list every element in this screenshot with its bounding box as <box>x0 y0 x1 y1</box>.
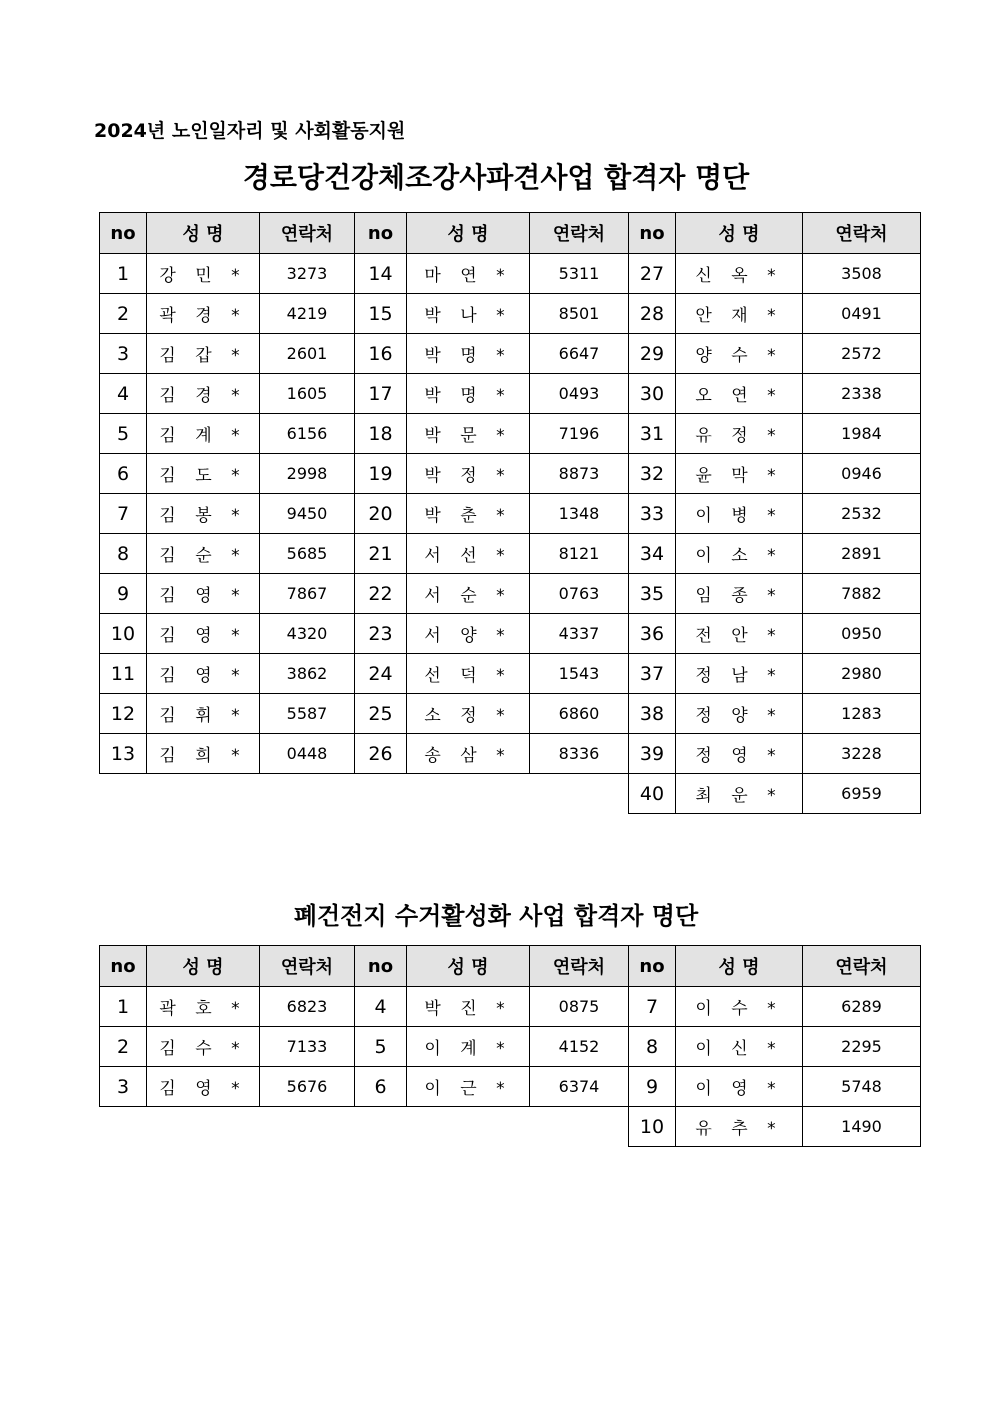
person-name: 이 병 * <box>676 494 803 534</box>
person-name: 선 덕 * <box>407 654 530 694</box>
row-number: 17 <box>355 374 407 414</box>
phone-last4: 7133 <box>260 1027 355 1067</box>
person-name: 이 근 * <box>407 1067 530 1107</box>
person-name: 이 소 * <box>676 534 803 574</box>
person-name: 송 삼 * <box>407 734 530 774</box>
row-number: 13 <box>100 734 147 774</box>
row-number: 32 <box>629 454 676 494</box>
table-row <box>100 254 921 294</box>
phone-last4: 2295 <box>803 1027 921 1067</box>
person-name: 김 계 * <box>147 414 260 454</box>
phone-last4: 3228 <box>803 734 921 774</box>
empty-cell <box>407 1107 530 1147</box>
header-no: no <box>629 213 676 254</box>
empty-cell <box>100 774 147 814</box>
row-number: 12 <box>100 694 147 734</box>
person-name: 김 희 * <box>147 734 260 774</box>
person-name: 전 안 * <box>676 614 803 654</box>
header-name: 성 명 <box>147 213 260 254</box>
row-number: 19 <box>355 454 407 494</box>
phone-last4: 2980 <box>803 654 921 694</box>
person-name: 박 명 * <box>407 374 530 414</box>
row-number: 7 <box>100 494 147 534</box>
phone-last4: 8121 <box>530 534 629 574</box>
person-name: 김 영 * <box>147 574 260 614</box>
phone-last4: 3862 <box>260 654 355 694</box>
row-number: 9 <box>629 1067 676 1107</box>
person-name: 박 정 * <box>407 454 530 494</box>
document-subtitle: 2024년 노인일자리 및 사회활동지원 <box>94 120 406 142</box>
person-name: 안 재 * <box>676 294 803 334</box>
phone-last4: 7882 <box>803 574 921 614</box>
header-phone: 연락처 <box>530 946 629 987</box>
section2-title: 폐건전지 수거활성화 사업 합격자 명단 <box>293 902 699 930</box>
person-name: 김 봉 * <box>147 494 260 534</box>
phone-last4: 4337 <box>530 614 629 654</box>
table-row <box>100 334 921 374</box>
person-name: 이 영 * <box>676 1067 803 1107</box>
person-name: 이 계 * <box>407 1027 530 1067</box>
header-no: no <box>629 946 676 987</box>
phone-last4: 6647 <box>530 334 629 374</box>
header-no: no <box>355 213 407 254</box>
empty-cell <box>355 774 407 814</box>
row-number: 2 <box>100 1027 147 1067</box>
row-number: 5 <box>355 1027 407 1067</box>
row-number: 18 <box>355 414 407 454</box>
phone-last4: 8501 <box>530 294 629 334</box>
phone-last4: 6823 <box>260 987 355 1027</box>
phone-last4: 2601 <box>260 334 355 374</box>
phone-last4: 6289 <box>803 987 921 1027</box>
person-name: 박 진 * <box>407 987 530 1027</box>
phone-last4: 5676 <box>260 1067 355 1107</box>
row-number: 6 <box>355 1067 407 1107</box>
row-number: 14 <box>355 254 407 294</box>
phone-last4: 1605 <box>260 374 355 414</box>
header-name: 성 명 <box>147 946 260 987</box>
person-name: 윤 막 * <box>676 454 803 494</box>
phone-last4: 0448 <box>260 734 355 774</box>
row-number: 2 <box>100 294 147 334</box>
header-row <box>100 213 921 254</box>
row-number: 26 <box>355 734 407 774</box>
header-name: 성 명 <box>676 946 803 987</box>
row-number: 1 <box>100 254 147 294</box>
person-name: 서 순 * <box>407 574 530 614</box>
row-number: 30 <box>629 374 676 414</box>
header-name: 성 명 <box>407 213 530 254</box>
person-name: 양 수 * <box>676 334 803 374</box>
row-number: 27 <box>629 254 676 294</box>
phone-last4: 6959 <box>803 774 921 814</box>
person-name: 정 양 * <box>676 694 803 734</box>
header-name: 성 명 <box>676 213 803 254</box>
phone-last4: 0875 <box>530 987 629 1027</box>
row-number: 22 <box>355 574 407 614</box>
header-row <box>100 946 921 987</box>
row-number: 24 <box>355 654 407 694</box>
phone-last4: 0763 <box>530 574 629 614</box>
table-row <box>100 454 921 494</box>
section2-roster-table <box>99 945 921 1147</box>
row-number: 8 <box>629 1027 676 1067</box>
row-number: 3 <box>100 334 147 374</box>
phone-last4: 8336 <box>530 734 629 774</box>
table-row <box>100 614 921 654</box>
phone-last4: 5748 <box>803 1067 921 1107</box>
empty-cell <box>530 774 629 814</box>
phone-last4: 7196 <box>530 414 629 454</box>
empty-cell <box>147 1107 260 1147</box>
phone-last4: 0946 <box>803 454 921 494</box>
phone-last4: 3273 <box>260 254 355 294</box>
table-row <box>100 534 921 574</box>
person-name: 임 종 * <box>676 574 803 614</box>
person-name: 소 정 * <box>407 694 530 734</box>
header-no: no <box>100 213 147 254</box>
phone-last4: 1490 <box>803 1107 921 1147</box>
row-number: 4 <box>100 374 147 414</box>
header-no: no <box>355 946 407 987</box>
phone-last4: 5587 <box>260 694 355 734</box>
person-name: 박 나 * <box>407 294 530 334</box>
row-number: 36 <box>629 614 676 654</box>
row-number: 23 <box>355 614 407 654</box>
phone-last4: 6374 <box>530 1067 629 1107</box>
row-number: 39 <box>629 734 676 774</box>
person-name: 김 영 * <box>147 1067 260 1107</box>
empty-cell <box>355 1107 407 1147</box>
row-number: 7 <box>629 987 676 1027</box>
table-row <box>100 374 921 414</box>
empty-cell <box>147 774 260 814</box>
row-number: 31 <box>629 414 676 454</box>
phone-last4: 7867 <box>260 574 355 614</box>
phone-last4: 0950 <box>803 614 921 654</box>
table-row <box>100 987 921 1027</box>
table-row <box>100 574 921 614</box>
person-name: 서 선 * <box>407 534 530 574</box>
row-number: 37 <box>629 654 676 694</box>
row-number: 6 <box>100 454 147 494</box>
person-name: 박 문 * <box>407 414 530 454</box>
row-number: 4 <box>355 987 407 1027</box>
phone-last4: 5311 <box>530 254 629 294</box>
row-number: 1 <box>100 987 147 1027</box>
person-name: 김 휘 * <box>147 694 260 734</box>
phone-last4: 5685 <box>260 534 355 574</box>
phone-last4: 0493 <box>530 374 629 414</box>
person-name: 이 신 * <box>676 1027 803 1067</box>
row-number: 33 <box>629 494 676 534</box>
phone-last4: 2891 <box>803 534 921 574</box>
row-number: 38 <box>629 694 676 734</box>
row-number: 40 <box>629 774 676 814</box>
empty-cell <box>530 1107 629 1147</box>
row-number: 10 <box>100 614 147 654</box>
person-name: 서 양 * <box>407 614 530 654</box>
person-name: 정 남 * <box>676 654 803 694</box>
person-name: 김 갑 * <box>147 334 260 374</box>
phone-last4: 8873 <box>530 454 629 494</box>
header-phone: 연락처 <box>803 213 921 254</box>
table-row <box>100 1107 921 1147</box>
row-number: 25 <box>355 694 407 734</box>
row-number: 35 <box>629 574 676 614</box>
person-name: 이 수 * <box>676 987 803 1027</box>
person-name: 김 영 * <box>147 614 260 654</box>
table-row <box>100 414 921 454</box>
phone-last4: 0491 <box>803 294 921 334</box>
phone-last4: 6156 <box>260 414 355 454</box>
phone-last4: 4219 <box>260 294 355 334</box>
empty-cell <box>260 1107 355 1147</box>
row-number: 21 <box>355 534 407 574</box>
person-name: 곽 경 * <box>147 294 260 334</box>
header-phone: 연락처 <box>260 946 355 987</box>
table-row <box>100 294 921 334</box>
phone-last4: 1283 <box>803 694 921 734</box>
person-name: 유 추 * <box>676 1107 803 1147</box>
person-name: 곽 호 * <box>147 987 260 1027</box>
header-no: no <box>100 946 147 987</box>
person-name: 강 민 * <box>147 254 260 294</box>
person-name: 김 수 * <box>147 1027 260 1067</box>
row-number: 16 <box>355 334 407 374</box>
phone-last4: 9450 <box>260 494 355 534</box>
person-name: 마 연 * <box>407 254 530 294</box>
person-name: 박 춘 * <box>407 494 530 534</box>
table-row <box>100 774 921 814</box>
row-number: 34 <box>629 534 676 574</box>
person-name: 최 운 * <box>676 774 803 814</box>
table-row <box>100 1027 921 1067</box>
person-name: 김 도 * <box>147 454 260 494</box>
row-number: 29 <box>629 334 676 374</box>
section1-title: 경로당건강체조강사파견사업 합격자 명단 <box>242 161 750 194</box>
row-number: 9 <box>100 574 147 614</box>
person-name: 유 정 * <box>676 414 803 454</box>
phone-last4: 3508 <box>803 254 921 294</box>
person-name: 박 명 * <box>407 334 530 374</box>
row-number: 10 <box>629 1107 676 1147</box>
phone-last4: 4152 <box>530 1027 629 1067</box>
table-row <box>100 494 921 534</box>
section1-roster-table <box>99 212 921 814</box>
phone-last4: 2532 <box>803 494 921 534</box>
person-name: 정 영 * <box>676 734 803 774</box>
empty-cell <box>260 774 355 814</box>
empty-cell <box>407 774 530 814</box>
person-name: 김 순 * <box>147 534 260 574</box>
row-number: 11 <box>100 654 147 694</box>
person-name: 김 영 * <box>147 654 260 694</box>
person-name: 오 연 * <box>676 374 803 414</box>
table-row <box>100 654 921 694</box>
phone-last4: 6860 <box>530 694 629 734</box>
row-number: 20 <box>355 494 407 534</box>
table-row <box>100 734 921 774</box>
row-number: 15 <box>355 294 407 334</box>
row-number: 8 <box>100 534 147 574</box>
header-phone: 연락처 <box>530 213 629 254</box>
empty-cell <box>100 1107 147 1147</box>
phone-last4: 2572 <box>803 334 921 374</box>
table-row <box>100 1067 921 1107</box>
phone-last4: 1543 <box>530 654 629 694</box>
phone-last4: 1348 <box>530 494 629 534</box>
table-row <box>100 694 921 734</box>
row-number: 3 <box>100 1067 147 1107</box>
person-name: 신 옥 * <box>676 254 803 294</box>
row-number: 5 <box>100 414 147 454</box>
person-name: 김 경 * <box>147 374 260 414</box>
header-phone: 연락처 <box>260 213 355 254</box>
phone-last4: 2998 <box>260 454 355 494</box>
header-phone: 연락처 <box>803 946 921 987</box>
header-name: 성 명 <box>407 946 530 987</box>
phone-last4: 4320 <box>260 614 355 654</box>
phone-last4: 2338 <box>803 374 921 414</box>
row-number: 28 <box>629 294 676 334</box>
phone-last4: 1984 <box>803 414 921 454</box>
